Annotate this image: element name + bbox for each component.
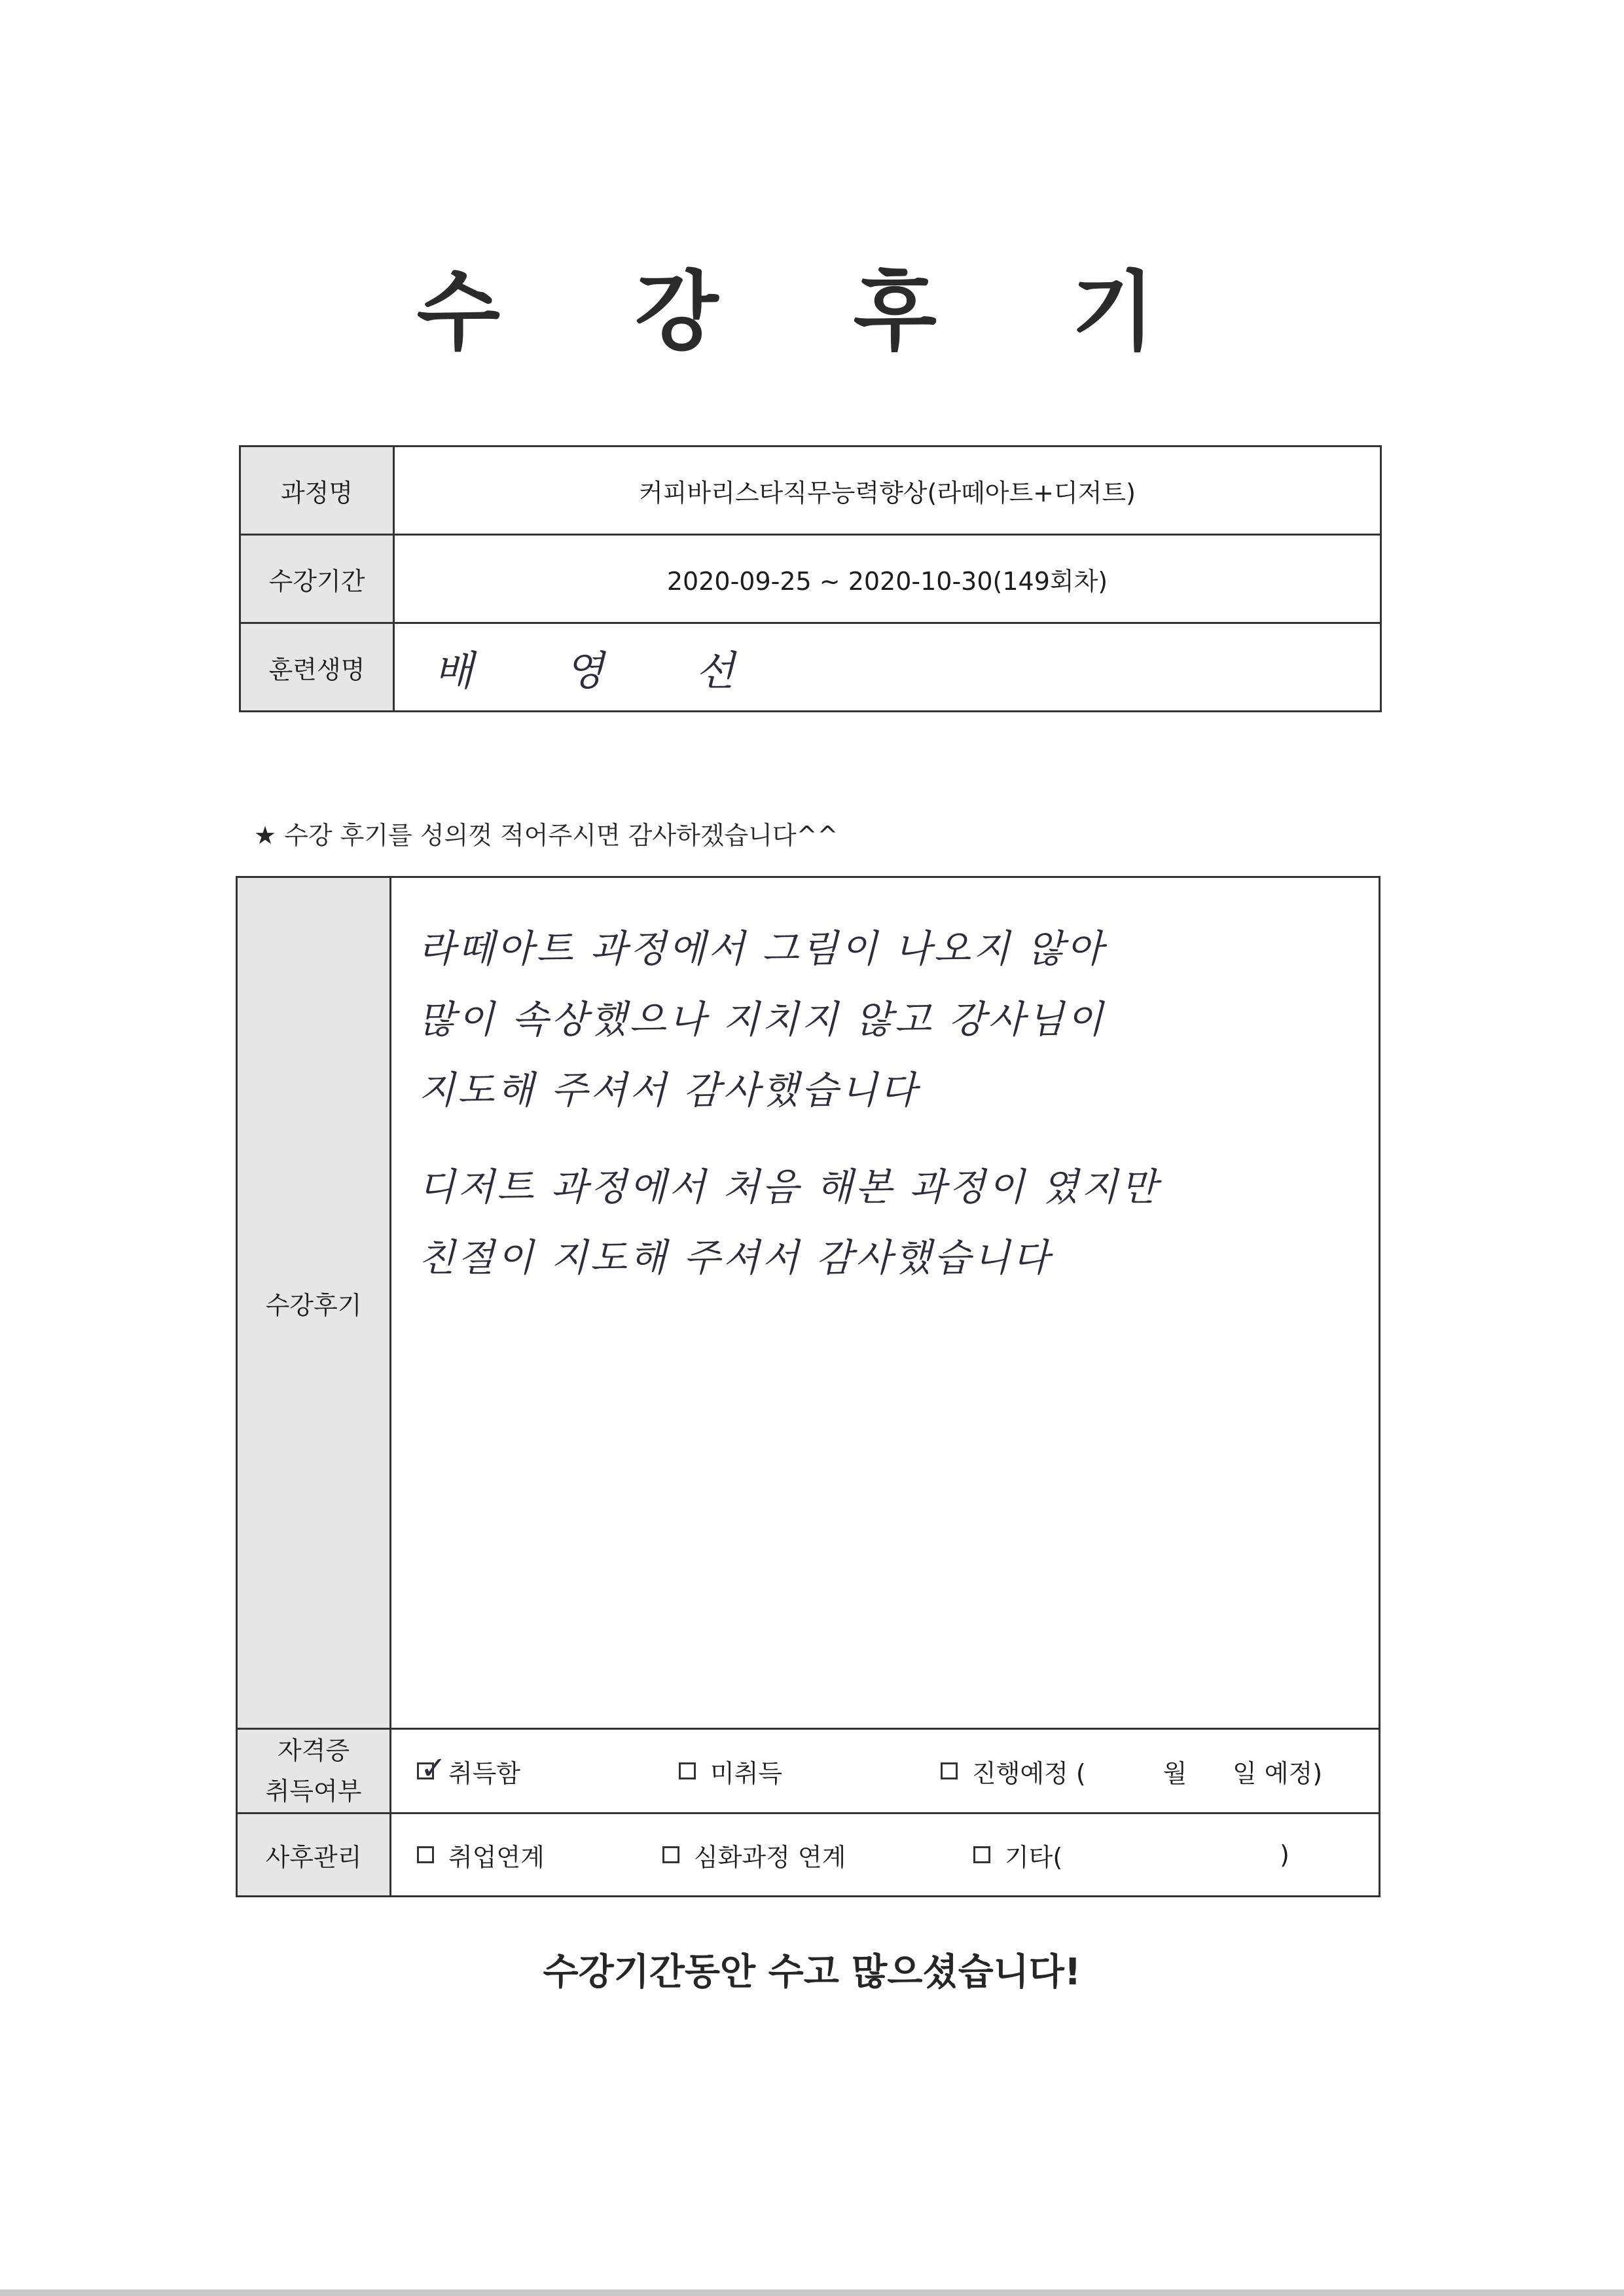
cert-option-label: 취득함: [448, 1758, 521, 1788]
cert-option-acquired[interactable]: [417, 1750, 679, 1789]
aftercare-option-label: 심화과정 연계: [694, 1842, 846, 1872]
checkmark-icon: ✓: [420, 1750, 447, 1787]
checkbox[interactable]: [662, 1846, 679, 1863]
aftercare-label: 사후관리: [237, 1813, 391, 1897]
review-line: 지도해 주셔서 감사했습니다: [418, 1068, 920, 1112]
aftercare-option-other[interactable]: [973, 1837, 1290, 1873]
checkbox[interactable]: [973, 1846, 990, 1863]
course-name-label: 과정명: [240, 446, 394, 535]
closing-message: 수강기간동안 수고 많으셨습니다!: [543, 1951, 1081, 1994]
page-title: 수 강 후 기: [416, 262, 1208, 363]
period-label: 수강기간: [240, 535, 394, 623]
aftercare-other-close: ): [1280, 1840, 1290, 1869]
aftercare-option-label: 기타(: [1005, 1842, 1063, 1872]
course-name-value: 커피바리스타직무능력향상(라떼아트+디저트): [394, 446, 1381, 535]
month-label: 월: [1163, 1758, 1187, 1788]
cert-options: [391, 1729, 1380, 1813]
aftercare-option-label: 취업연계: [448, 1842, 545, 1872]
cert-label-line1: 자격증: [277, 1736, 350, 1765]
period-value: 2020-09-25 ~ 2020-10-30(149회차): [394, 535, 1381, 623]
review-line: 많이 속상했으나 지치지 않고 강사님이: [418, 997, 1106, 1042]
trainee-name-handwritten: 배 영 선: [394, 623, 1381, 712]
aftercare-options: [391, 1813, 1380, 1897]
trainee-label: 훈련생명: [240, 623, 394, 712]
aftercare-option-advanced[interactable]: [662, 1837, 973, 1873]
checkbox-checked[interactable]: [417, 1750, 447, 1787]
cert-label-line2: 취득여부: [265, 1777, 362, 1806]
course-info-table: [239, 445, 1382, 712]
checkbox[interactable]: [417, 1846, 434, 1863]
review-line: 친절이 지도해 주셔서 감사했습니다: [418, 1235, 1052, 1280]
review-request-note: ★ 수강 후기를 성의껏 적어주시면 감사하겠습니다^^: [254, 821, 839, 850]
cert-label: [237, 1729, 391, 1813]
review-table: [236, 876, 1380, 1897]
day-planned-label: 일 예정): [1233, 1758, 1323, 1788]
checkbox[interactable]: [679, 1762, 696, 1779]
review-body: [391, 877, 1380, 1729]
cert-option-label: 진행예정 (: [972, 1758, 1086, 1788]
cert-option-label: 미취득: [710, 1758, 783, 1788]
review-label: 수강후기: [237, 877, 391, 1729]
checkbox[interactable]: [941, 1762, 958, 1779]
cert-option-planned[interactable]: [941, 1753, 1322, 1789]
scan-edge: [0, 2289, 1624, 2296]
aftercare-option-job[interactable]: [417, 1837, 662, 1873]
review-line: 디저트 과정에서 처음 해본 과정이 였지만: [418, 1165, 1160, 1209]
cert-option-not-acquired[interactable]: [679, 1753, 941, 1789]
review-line: 라떼아트 과정에서 그림이 나오지 않아: [418, 926, 1106, 971]
